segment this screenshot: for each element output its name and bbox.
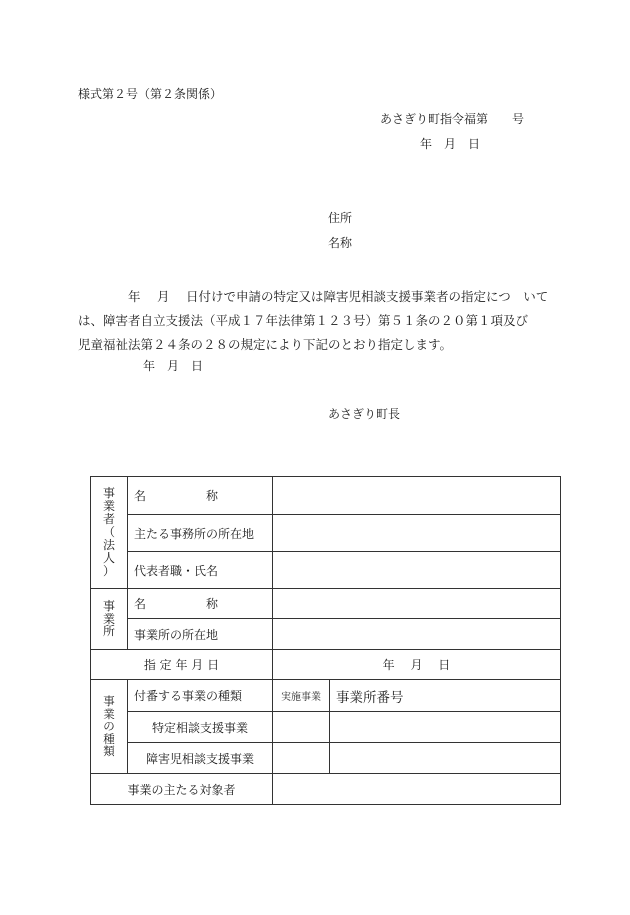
main-target-value[interactable] — [273, 774, 561, 805]
specific-consultation-office-number[interactable] — [330, 712, 561, 743]
form-number: 様式第２号（第２条関係） — [78, 87, 223, 101]
directive-number: あさぎり町指令福第 号 — [380, 112, 525, 126]
designation-date-value[interactable]: 年 月 日 — [273, 650, 561, 680]
representative-value[interactable] — [273, 552, 561, 589]
office-name-value[interactable] — [273, 589, 561, 619]
office-location-value[interactable] — [273, 619, 561, 650]
issuer-mayor: あさぎり町長 — [328, 407, 401, 421]
operator-office-location-label: 主たる事務所の所在地 — [128, 515, 273, 552]
implementation-header: 実施事業 — [273, 680, 330, 712]
recipient-address-label: 住所 — [328, 211, 353, 225]
representative-label: 代表者職・氏名 — [128, 552, 273, 589]
child-consultation-label: 障害児相談支援事業 — [128, 743, 273, 774]
operator-group-label: 事 業 者 （ 法 人 ） — [91, 477, 128, 589]
main-target-label: 事業の主たる対象者 — [91, 774, 273, 805]
notice-line-2: は、障害者自立支援法（平成１７年法律第１２３号）第５１条の２０第１項及び — [78, 313, 529, 328]
designation-date-label: 指 定 年 月 日 — [91, 650, 273, 680]
header-date: 年 月 日 — [420, 137, 481, 151]
child-consultation-implementation[interactable] — [273, 743, 330, 774]
operator-name-label: 名 称 — [128, 477, 273, 515]
designation-notice-text — [78, 285, 556, 357]
operator-office-location-value[interactable] — [273, 515, 561, 552]
operator-name-value[interactable] — [273, 477, 561, 515]
office-number-header: 事業所番号 — [330, 680, 561, 712]
notice-date: 年 月 日 — [143, 359, 204, 373]
office-location-label: 事業所の所在地 — [128, 619, 273, 650]
office-name-label: 名 称 — [128, 589, 273, 619]
notice-line-1: 年 月 日付けで申請の特定又は障害児相談支援事業者の指定につ いて — [78, 289, 549, 304]
specific-consultation-implementation[interactable] — [273, 712, 330, 743]
office-group-label: 事 業 所 — [91, 589, 128, 650]
child-consultation-office-number[interactable] — [330, 743, 561, 774]
specific-consultation-label: 特定相談支援事業 — [128, 712, 273, 743]
business-type-group-label: 事 業 の 種 類 — [91, 680, 128, 774]
recipient-name-label: 名称 — [328, 236, 353, 250]
notice-line-3: 児童福祉法第２４条の２８の規定により下記のとおり指定します。 — [78, 337, 453, 352]
designation-details-table — [90, 476, 561, 805]
attached-business-type-label: 付番する事業の種類 — [128, 680, 273, 712]
